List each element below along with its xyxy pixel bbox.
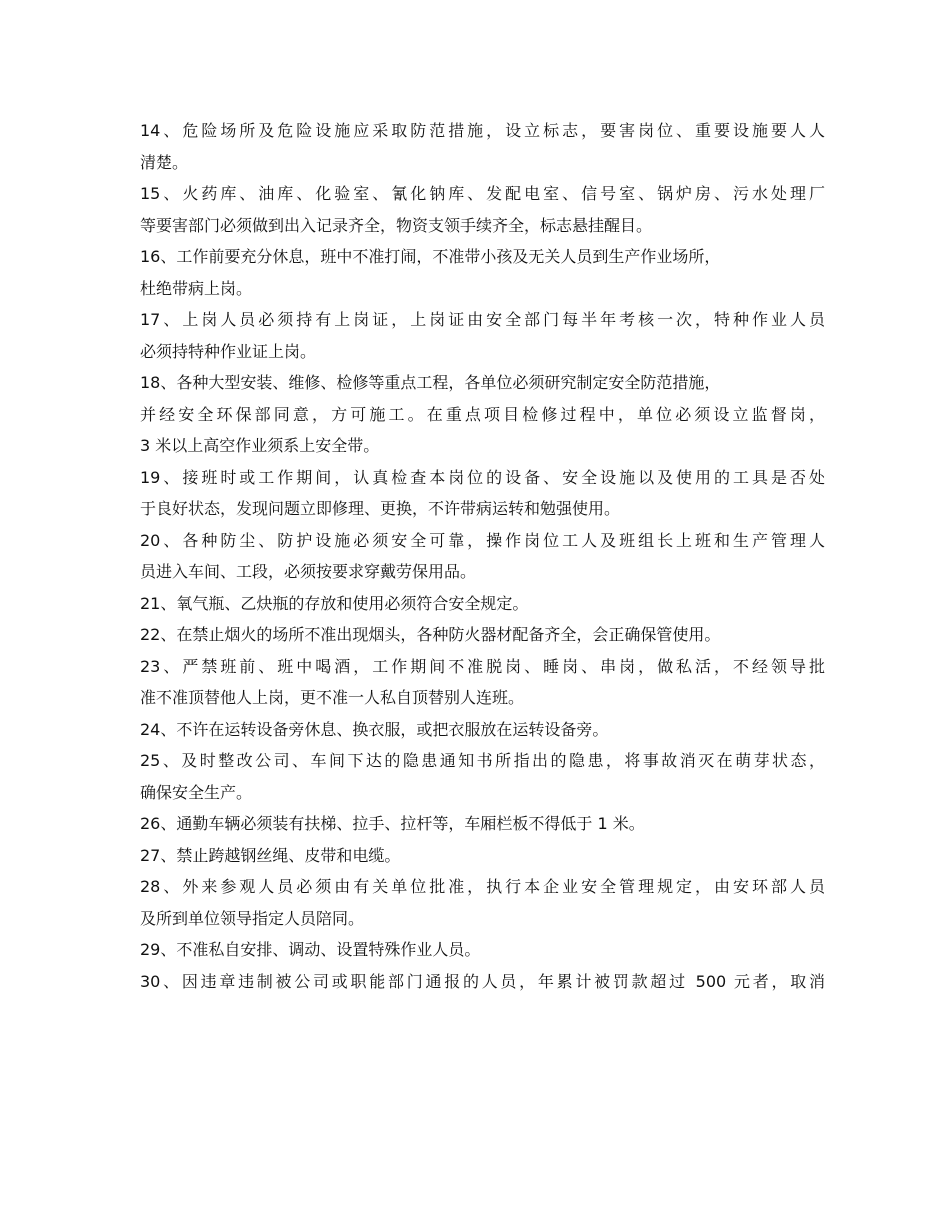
text-line: 19、接班时或工作期间，认真检查本岗位的设备、安全设施以及使用的工具是否处 (140, 467, 825, 487)
text-line: 杜绝带病上岗。 (140, 278, 253, 298)
text-line: 23、严禁班前、班中喝酒，工作期间不准脱岗、睡岗、串岗，做私活，不经领导批 (140, 656, 825, 676)
text-line: 于良好状态，发现问题立即修理、更换，不许带病运转和勉强使用。 (140, 499, 621, 518)
text-line: 16、工作前要充分休息，班中不准打闹，不准带小孩及无关人员到生产作业场所， (140, 247, 721, 266)
text-line: 20、各种防尘、防护设施必须安全可靠，操作岗位工人及班组长上班和生产管理人 (140, 530, 825, 550)
text-line: 25、及时整改公司、车间下达的隐患通知书所指出的隐患，将事故消灭在萌芽状态， (140, 751, 825, 770)
text-line: 并经安全环保部同意，方可施工。在重点项目检修过程中，单位必须设立监督岗， (140, 404, 825, 424)
text-line: 准不准顶替他人上岗，更不准一人私自顶替别人连班。 (140, 688, 525, 707)
text-line: 18、各种大型安装、维修、检修等重点工程，各单位必须研究制定安全防范措施， (140, 373, 721, 392)
text-line: 21、氧气瓶、乙炔瓶的存放和使用必须符合安全规定。 (140, 593, 529, 613)
document-body (140, 115, 825, 997)
text-line: 27、禁止跨越钢丝绳、皮带和电缆。 (140, 845, 401, 865)
text-line: 等要害部门必须做到出入记录齐全，物资支领手续齐全，标志悬挂醒目。 (140, 215, 653, 235)
text-line: 26、通勤车辆必须装有扶梯、拉手、拉杆等，车厢栏板不得低于 1 米。 (140, 814, 645, 833)
text-line: 3 米以上高空作业须系上安全带。 (140, 436, 380, 455)
text-line: 24、不许在运转设备旁休息、换衣服，或把衣服放在运转设备旁。 (140, 719, 609, 739)
text-line: 28、外来参观人员必须由有关单位批准，执行本企业安全管理规定，由安环部人员 (140, 877, 825, 896)
text-line: 22、在禁止烟火的场所不准出现烟头，各种防火器材配备齐全，会正确保管使用。 (140, 625, 721, 644)
text-line: 必须持特种作业证上岗。 (140, 341, 317, 361)
text-line: 30、因违章违制被公司或职能部门通报的人员，年累计被罚款超过 500 元者，取消 (140, 971, 825, 991)
text-line: 15、火药库、油库、化验室、氰化钠库、发配电室、信号室、锅炉房、污水处理厂 (140, 184, 825, 203)
text-line: 清楚。 (140, 152, 189, 172)
text-line: 17、上岗人员必须持有上岗证，上岗证由安全部门每半年考核一次，特种作业人员 (140, 310, 825, 329)
text-line: 确保安全生产。 (140, 782, 253, 802)
text-line: 29、不准私自安排、调动、设置特殊作业人员。 (140, 940, 481, 959)
text-line: 及所到单位领导指定人员陪同。 (140, 908, 365, 928)
text-line: 14、危险场所及危险设施应采取防范措施，设立标志，要害岗位、重要设施要人人 (140, 121, 825, 140)
text-line: 员进入车间、工段，必须按要求穿戴劳保用品。 (140, 562, 477, 581)
